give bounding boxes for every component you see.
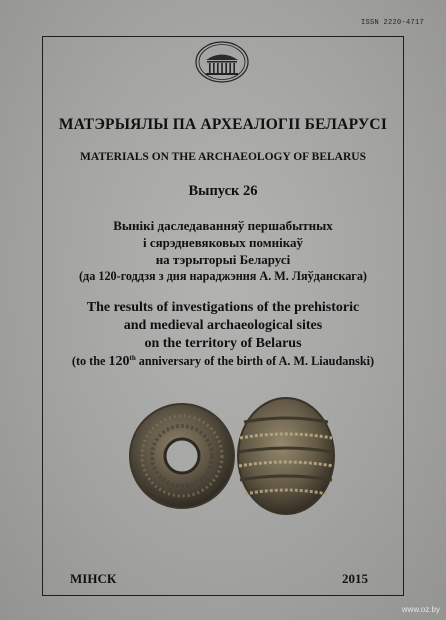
subtitle-en-line-2: and medieval archaeological sites (123, 318, 323, 333)
subtitle-en-line-4 (42, 354, 404, 370)
publication-year: 2015 (342, 571, 368, 586)
subtitle-by-line-2: і сярэдневяковых помнікаў (143, 235, 303, 250)
anniversary-number: 120 (108, 354, 130, 369)
subtitle-en-line-3: on the territory of Belarus (144, 336, 302, 351)
subtitle-by-line-1: Вынікі даследаванняў першабытных (113, 218, 333, 233)
store-watermark: www.oz.by (401, 605, 440, 614)
subtitle-en-line-4-end: anniversary of the birth of A. M. Liaudanski) (135, 354, 375, 368)
issue-number: Выпуск 26 (188, 183, 258, 199)
academy-logo-icon (194, 40, 250, 84)
subtitle-by-line-4: (да 120-годдзя з дня нараджэння А. М. Ляўданскага) (79, 269, 367, 283)
subtitle-by-line-3: на тэрыторыі Беларусі (155, 252, 291, 267)
issn-label: ISSN 2220-4717 (360, 19, 424, 27)
subtitle-en-line-4-start: (to the (71, 354, 109, 368)
title-english: MATERIALS ON THE ARCHAEOLOGY OF BELARUS (80, 151, 366, 163)
spindle-whorl-front (130, 404, 234, 508)
artifact-photos (120, 394, 340, 524)
subtitle-en-line-1: The results of investigations of the prehistoric (86, 300, 360, 315)
spindle-whorl-side (238, 398, 334, 514)
title-belarusian: МАТЭРЫЯЛЫ ПА АРХЕАЛОГІІ БЕЛАРУСІ (58, 116, 388, 133)
ordinal-suffix: th (129, 353, 136, 362)
publication-city: МІНСК (70, 571, 117, 586)
